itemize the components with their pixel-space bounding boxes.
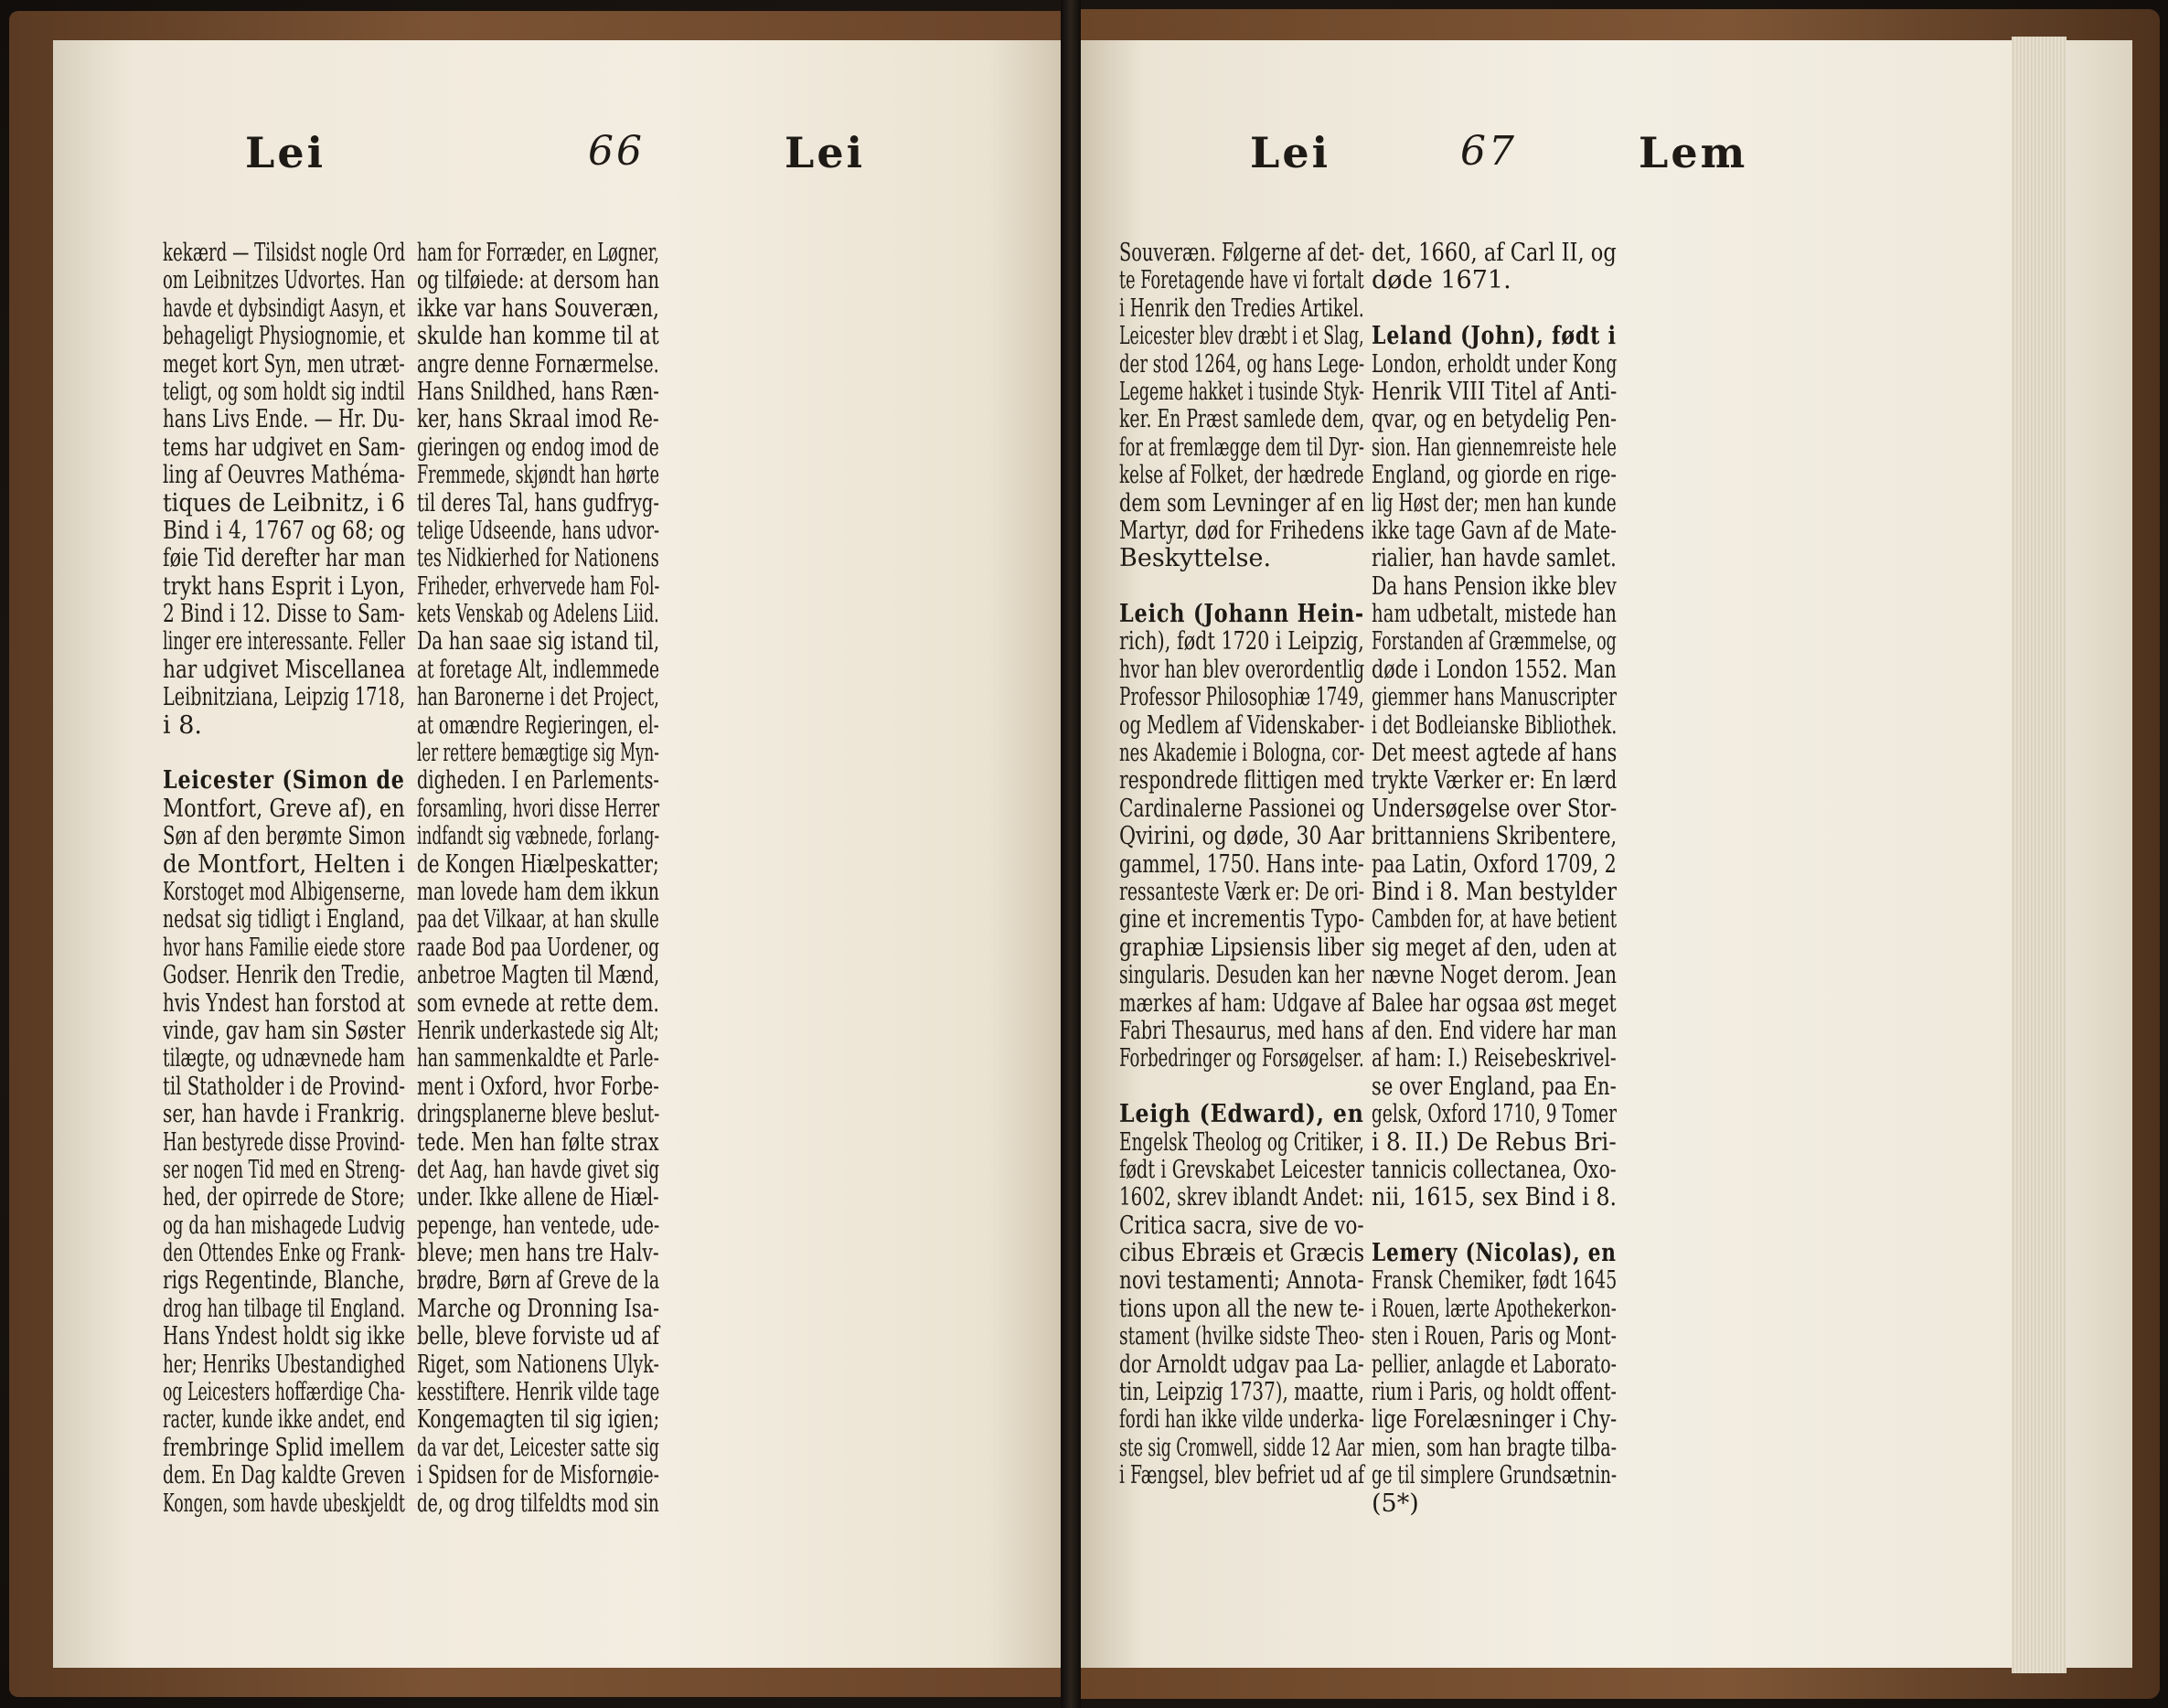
right-col1-line: i Fængsel, blev befriet ud af <box>1119 1461 1365 1490</box>
left-col2-line: belle, bleve forviste ud af <box>417 1322 660 1351</box>
left-col1-line: behageligt Physiognomie, et <box>163 322 405 351</box>
left-col2-line: og tilføiede: at dersom han <box>417 266 659 295</box>
left-col2-line: ham for Forræder, en Løgner, <box>417 239 659 267</box>
left-col1-line: drog han tilbage til England. <box>163 1294 406 1323</box>
left-col1-line: 2 Bind i 12. Disse to Sam- <box>163 600 405 629</box>
left-col1-line: Hans Yndest holdt sig ikke <box>163 1322 405 1351</box>
right-page <box>1081 40 2132 1668</box>
left-col1-line: Montfort, Greve af), en <box>163 794 405 823</box>
right-page-headword-right: Lem <box>1639 128 1748 177</box>
left-col1-line: hvis Yndest han forstod at <box>163 988 405 1018</box>
left-col2-line: tede. Men han følte strax <box>417 1127 659 1157</box>
left-page-headword-right: Lei <box>785 128 866 177</box>
left-col2-line: ikke var hans Souveræn, <box>417 294 659 323</box>
left-col2-line: ment i Oxford, hvor Forbe- <box>417 1072 659 1101</box>
left-col1-line: har udgivet Miscellanea <box>163 655 406 684</box>
right-col2-line: det, 1660, af Carl II, og <box>1372 239 1617 267</box>
left-col1-line: trykt hans Esprit i Lyon, <box>163 571 406 601</box>
left-col1-line: kekærd — Tilsidst nogle Ord <box>163 239 406 267</box>
right-col1-line: hvor han blev overordentlig <box>1119 655 1365 684</box>
left-col1-line: Kongen, som havde ubeskjeldt <box>163 1489 405 1518</box>
left-col1-line: nedsat sig tidligt i England, <box>163 905 405 934</box>
right-col1-line: tions upon all the new te- <box>1119 1294 1365 1323</box>
left-col1-line: tilægte, og udnævnede ham <box>163 1044 405 1073</box>
right-col2-line <box>1372 295 1617 323</box>
right-col1-line: gammel, 1750. Hans inte- <box>1119 849 1364 879</box>
left-page-column-1 <box>163 240 405 1518</box>
right-col2-line: Cambden for, at have betient <box>1372 905 1618 934</box>
right-col1-line: Engelsk Theolog og Critiker, <box>1119 1127 1364 1157</box>
right-col1-line: i Henrik den Tredies Artikel. <box>1119 294 1364 323</box>
right-col2-line: Bind i 8. Man bestylder <box>1372 877 1618 906</box>
left-col2-line: Friheder, erhvervede ham Fol- <box>417 571 660 601</box>
left-col1-line: om Leibnitzes Udvortes. Han <box>163 266 406 295</box>
right-col2-line: se over England, paa En- <box>1372 1072 1617 1101</box>
left-col2-line: gieringen og endog imod de <box>417 432 659 462</box>
right-col2-line: nævne Noget derom. Jean <box>1372 961 1618 990</box>
left-col2-line: i Spidsen for de Misfornøie- <box>417 1461 659 1490</box>
right-col2-line: pellier, anlagde et Laborato- <box>1372 1350 1617 1379</box>
left-col1-line: hans Livs Ende. — Hr. Du- <box>163 405 405 434</box>
right-col1-line: Souveræn. Følgerne af det- <box>1119 239 1365 267</box>
left-col2-line: han sammenkaldte et Parle- <box>417 1044 659 1073</box>
right-col1-line: nes Akademie i Bologna, cor- <box>1119 739 1365 768</box>
right-col2-line: Fransk Chemiker, født 1645 <box>1372 1266 1618 1296</box>
left-col1-line: linger ere interessante. Feller <box>163 627 406 657</box>
right-col2-line: Det meest agtede af hans <box>1372 739 1618 768</box>
right-col2-line: Balee har ogsaa øst meget <box>1372 988 1617 1018</box>
left-col2-line: telige Udseende, hans udvor- <box>417 516 660 545</box>
left-col1-line: ling af Oeuvres Mathéma- <box>163 461 406 490</box>
right-col2-line: London, erholdt under Kong <box>1372 349 1618 379</box>
left-col1-line: racter, kunde ikke andet, end <box>163 1405 406 1435</box>
left-col1-line: Leibnitziana, Leipzig 1718, <box>163 683 406 712</box>
left-col2-line: anbetroe Magten til Mænd, <box>417 961 660 990</box>
left-col2-line: pepenge, han ventede, ude- <box>417 1211 660 1240</box>
left-col1-line: Korstoget mod Albigenserne, <box>163 877 406 906</box>
right-col1-line: Qvirini, og døde, 30 Aar <box>1119 822 1365 851</box>
right-col1-line: der stod 1264, og hans Lege- <box>1119 349 1365 379</box>
right-col2-line: lig Høst der; men han kunde <box>1372 488 1617 518</box>
left-col2-line: dringsplanerne bleve beslut- <box>417 1100 660 1129</box>
right-col2-line: trykte Værker er: En lærd <box>1372 766 1618 795</box>
right-col2-line: Leland (John), født i <box>1372 322 1617 351</box>
left-col2-line: Da han saae sig istand til, <box>417 627 660 657</box>
right-page-number: 67 <box>1460 128 1517 175</box>
right-col1-line <box>1119 573 1364 601</box>
left-col1-line: den Ottendes Enke og Frank- <box>163 1239 406 1268</box>
left-col1-line: dem. En Dag kaldte Greven <box>163 1461 406 1490</box>
left-col2-line: paa det Vilkaar, at han skulle <box>417 905 659 934</box>
right-col1-line: novi testamenti; Annota- <box>1119 1266 1364 1296</box>
left-col2-line: han Baronerne i det Project, <box>417 683 659 712</box>
left-col1-line: hed, der opirrede de Store; <box>163 1183 405 1212</box>
right-col1-line: født i Grevskabet Leicester <box>1119 1155 1365 1184</box>
right-col2-line: rialier, han havde samlet. <box>1372 544 1617 573</box>
right-col2-line: sion. Han giennemreiste hele <box>1372 432 1617 462</box>
left-col2-line: digheden. I en Parlements- <box>417 766 659 795</box>
left-col2-line: til deres Tal, hans gudfryg- <box>417 488 659 518</box>
right-col2-line: Da hans Pension ikke blev <box>1372 571 1617 601</box>
right-col2-line: brittanniens Skribentere, <box>1372 822 1618 851</box>
left-col1-line: Godser. Henrik den Tredie, <box>163 961 406 990</box>
right-col1-line: Legeme hakket i tusinde Styk- <box>1119 377 1364 406</box>
right-page-column-1 <box>1119 240 1364 1490</box>
right-col1-line: kelse af Folket, der hædrede <box>1119 461 1364 490</box>
right-col1-line: rich), født 1720 i Leipzig, <box>1119 627 1364 657</box>
right-col1-line: Leich (Johann Hein- <box>1119 600 1365 629</box>
left-col1-line: frembringe Splid imellem <box>163 1433 405 1462</box>
left-col1-line: Leicester (Simon de <box>163 766 405 795</box>
left-col2-line: da var det, Leicester satte sig <box>417 1433 659 1462</box>
book-gutter <box>1061 0 1081 1708</box>
right-col1-line: og Medlem af Videnskaber- <box>1119 710 1365 740</box>
left-col1-line: ser, han havde i Frankrig. <box>163 1100 406 1129</box>
left-page <box>53 40 1068 1668</box>
left-col2-line: ler rettere bemægtige sig Myn- <box>417 739 659 768</box>
right-col2-line: England, og giorde en rige- <box>1372 461 1617 490</box>
left-col1-line: føie Tid derefter har man <box>163 544 406 573</box>
right-col1-line: Beskyttelse. <box>1119 544 1272 573</box>
left-col2-line: de Kongen Hiælpeskatter; <box>417 849 659 879</box>
right-col1-line: Forbedringer og Forsøgelser. <box>1119 1044 1364 1073</box>
right-col1-line: for at fremlægge dem til Dyr- <box>1119 432 1364 462</box>
right-col2-line: af den. End videre har man <box>1372 1016 1618 1045</box>
left-col1-line: og Leicesters hoffærdige Cha- <box>163 1378 405 1407</box>
left-col2-line: kets Venskab og Adelens Liid. <box>417 600 659 629</box>
right-col1-line <box>1119 1073 1364 1101</box>
left-col1-line: havde et dybsindigt Aasyn, et <box>163 294 406 323</box>
right-col2-line <box>1372 1212 1617 1240</box>
left-col1-line: til Statholder i de Provind- <box>163 1072 406 1101</box>
right-col2-line: Forstanden af Græmmelse, og <box>1372 627 1617 657</box>
left-page-headword-left: Lei <box>245 128 326 177</box>
right-col2-line: i 8. II.) De Rebus Bri- <box>1372 1127 1617 1157</box>
right-col1-line: Fabri Thesaurus, med hans <box>1119 1016 1364 1045</box>
right-col1-line: te Foretagende have vi fortalt <box>1119 266 1364 295</box>
right-col2-line: Lemery (Nicolas), en <box>1372 1239 1617 1268</box>
left-col1-line: de Montfort, Helten i <box>163 849 405 879</box>
left-col1-line: rigs Regentinde, Blanche, <box>163 1266 405 1296</box>
right-col2-line: Undersøgelse over Stor- <box>1372 794 1618 823</box>
left-col2-line: som evnede at rette dem. <box>417 988 659 1018</box>
right-col2-line: ge til simplere Grundsætnin- <box>1372 1461 1618 1490</box>
right-col2-line: gelsk, Oxford 1710, 9 Tomer <box>1372 1100 1617 1129</box>
right-col2-line: (5*) <box>1372 1489 1419 1518</box>
left-col1-line: vinde, gav ham sin Søster <box>163 1016 406 1045</box>
right-col2-line: lige Forelæsninger i Chy- <box>1372 1405 1618 1435</box>
right-col1-line: fordi han ikke vilde underka- <box>1119 1405 1364 1435</box>
right-col2-line: qvar, og en betydelig Pen- <box>1372 405 1618 434</box>
right-col1-line: Leicester blev dræbt i et Slag, <box>1119 322 1364 351</box>
right-col2-line: døde i London 1552. Man <box>1372 655 1617 684</box>
left-col2-line: brødre, Børn af Greve de la <box>417 1266 660 1296</box>
right-col2-line: ikke tage Gavn af de Mate- <box>1372 516 1617 545</box>
left-col2-line: det Aag, han havde givet sig <box>417 1155 660 1184</box>
right-col2-line: nii, 1615, sex Bind i 8. <box>1372 1183 1618 1212</box>
left-col1-line: tems har udgivet en Sam- <box>163 432 406 462</box>
right-col1-line: stament (hvilke sidste Theo- <box>1119 1322 1365 1351</box>
right-col1-line: dor Arnoldt udgav paa La- <box>1119 1350 1364 1379</box>
right-col2-line: af ham: I.) Reisebeskrivel- <box>1372 1044 1617 1073</box>
left-col1-line: Bind i 4, 1767 og 68; og <box>163 516 406 545</box>
right-col2-line: tannicis collectanea, Oxo- <box>1372 1155 1617 1184</box>
left-page-number: 66 <box>588 128 645 175</box>
right-col2-line: rium i Paris, og holdt offent- <box>1372 1378 1617 1407</box>
left-col2-line: skulde han komme til at <box>417 322 659 351</box>
right-col1-line: Critica sacra, sive de vo- <box>1119 1211 1364 1240</box>
left-col1-line: og da han mishagede Ludvig <box>163 1211 406 1240</box>
right-col1-line: respondrede flittigen med <box>1119 766 1364 795</box>
left-col2-line: raade Bod paa Uordener, og <box>417 933 660 962</box>
right-col2-line: paa Latin, Oxford 1709, 2 <box>1372 849 1617 879</box>
left-col2-line: forsamling, hvori disse Herrer <box>417 794 660 823</box>
left-col2-line: Riget, som Nationens Ulyk- <box>417 1350 659 1379</box>
right-page-column-2 <box>1372 240 1617 1518</box>
right-col2-line: i Rouen, lærte Apothekerkon- <box>1372 1294 1617 1323</box>
right-col2-line: sten i Rouen, Paris og Mont- <box>1372 1322 1617 1351</box>
right-col2-line: i det Bodleianske Bibliothek. <box>1372 710 1618 740</box>
left-col1-line: hvor hans Familie eiede store <box>163 933 406 962</box>
left-col2-line: Hans Snildhed, hans Ræn- <box>417 377 659 406</box>
right-col1-line: Leigh (Edward), en <box>1119 1100 1364 1129</box>
right-col1-line: ste sig Cromwell, sidde 12 Aar <box>1119 1433 1364 1462</box>
left-col2-line: at omændre Regieringen, el- <box>417 710 659 740</box>
left-col1-line: ser nogen Tid med en Streng- <box>163 1155 406 1184</box>
right-col1-line: mærkes af ham: Udgave af <box>1119 988 1365 1018</box>
right-col1-line: singularis. Desuden kan her <box>1119 961 1364 990</box>
left-col2-line: bleve; men hans tre Halv- <box>417 1239 659 1268</box>
page-edges <box>2012 37 2067 1673</box>
left-col1-line: i 8. <box>163 710 202 740</box>
right-col2-line: sig meget af den, uden at <box>1372 933 1617 962</box>
left-col1-line: meget kort Syn, men utræt- <box>163 349 405 379</box>
right-col2-line: mien, som han bragte tilba- <box>1372 1433 1618 1462</box>
left-col2-line: ker, hans Skraal imod Re- <box>417 405 659 434</box>
left-col2-line: at foretage Alt, indlemmede <box>417 655 659 684</box>
right-col1-line: 1602, skrev iblandt Andet: <box>1119 1183 1364 1212</box>
right-col1-line: dem som Levninger af en <box>1119 488 1365 518</box>
left-col2-line: angre denne Fornærmelse. <box>417 349 659 379</box>
left-col1-line <box>163 740 405 767</box>
right-col1-line: tin, Leipzig 1737), maatte, <box>1119 1378 1365 1407</box>
left-col2-line: de, og drog tilfeldts mod sin <box>417 1489 659 1518</box>
left-col2-line: Marche og Dronning Isa- <box>417 1294 660 1323</box>
right-col1-line: ressanteste Værk er: De ori- <box>1119 877 1365 906</box>
right-col1-line: ker. En Præst samlede dem, <box>1119 405 1365 434</box>
left-col1-line: teligt, og som holdt sig indtil <box>163 377 405 406</box>
right-col1-line: Professor Philosophiæ 1749, <box>1119 683 1364 712</box>
right-col1-line: Cardinalerne Passionei og <box>1119 794 1365 823</box>
left-col1-line: Søn af den berømte Simon <box>163 822 406 851</box>
left-col2-line: under. Ikke allene de Hiæl- <box>417 1183 659 1212</box>
right-col1-line: gine et incrementis Typo- <box>1119 905 1365 934</box>
right-col2-line: døde 1671. <box>1372 266 1511 295</box>
right-col2-line: ham udbetalt, mistede han <box>1372 600 1617 629</box>
right-col2-line: Henrik VIII Titel af Anti- <box>1372 377 1618 406</box>
right-col2-line: giemmer hans Manuscripter <box>1372 683 1617 712</box>
right-col1-line: Martyr, død for Frihedens <box>1119 516 1365 545</box>
left-col2-line: kesstiftere. Henrik vilde tage <box>417 1378 660 1407</box>
left-page-column-2 <box>417 240 659 1518</box>
left-col2-line: Kongemagten til sig igien; <box>417 1405 660 1435</box>
left-col1-line: tiques de Leibnitz, i 6 <box>163 488 405 518</box>
left-col2-line: Henrik underkastede sig Alt; <box>417 1016 659 1045</box>
left-col2-line: man lovede ham dem ikkun <box>417 877 659 906</box>
left-col2-line: Fremmede, skjøndt han hørte <box>417 461 660 490</box>
left-col1-line: her; Henriks Ubestandighed <box>163 1350 406 1379</box>
left-col2-line: indfandt sig væbnede, forlang- <box>417 822 660 851</box>
right-page-headword-left: Lei <box>1250 128 1331 177</box>
right-col1-line: cibus Ebræis et Græcis <box>1119 1239 1365 1268</box>
right-col1-line: graphiæ Lipsiensis liber <box>1119 933 1364 962</box>
left-col2-line: tes Nidkierhed for Nationens <box>417 544 659 573</box>
left-col1-line: Han bestyrede disse Provind- <box>163 1127 405 1157</box>
